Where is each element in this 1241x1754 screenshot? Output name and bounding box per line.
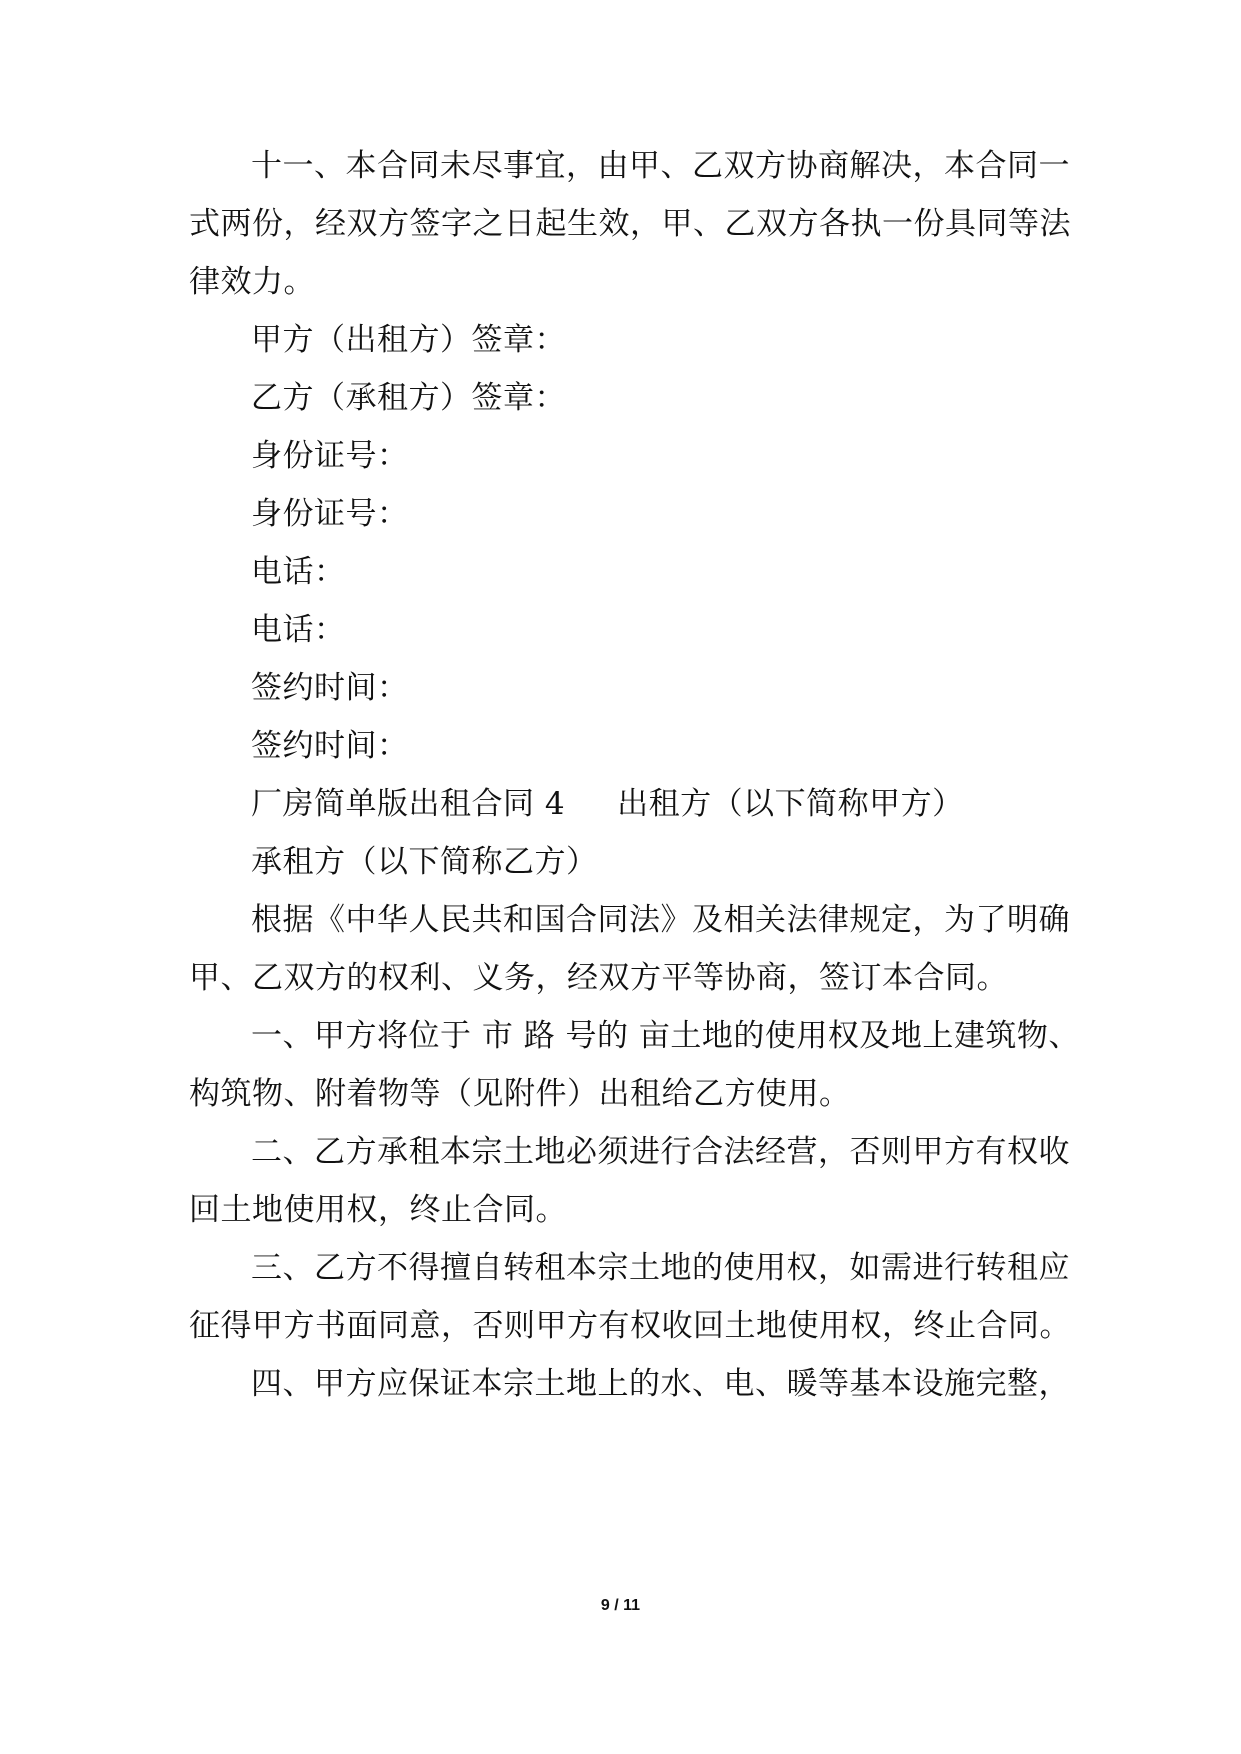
paragraph-line: 构筑物、附着物等（见附件）出租给乙方使用。: [189, 1076, 851, 1112]
id-number-label: 身份证号：: [251, 496, 409, 532]
lessee-label: 承租方（以下简称乙方）: [251, 844, 598, 880]
paragraph-line: 征得甲方书面同意，否则甲方有权收回土地使用权，终止合同。: [189, 1308, 1071, 1344]
paragraph-line: 回土地使用权，终止合同。: [189, 1192, 567, 1228]
paragraph-line: 式两份，经双方签字之日起生效，甲、乙双方各执一份具同等法: [189, 206, 1071, 242]
lessor-label: 出租方（以下简称甲方）: [617, 786, 964, 822]
signing-date-label: 签约时间：: [251, 728, 409, 764]
id-number-label: 身份证号：: [251, 438, 409, 474]
phone-label: 电话：: [251, 612, 346, 648]
phone-label: 电话：: [251, 554, 346, 590]
party-a-signature-label: 甲方（出租方）签章：: [251, 322, 566, 358]
paragraph-line: 十一、本合同未尽事宜，由甲、乙双方协商解决，本合同一: [251, 148, 1070, 184]
contract-heading-line: [251, 784, 964, 824]
paragraph-line: 甲、乙双方的权利、义务，经双方平等协商，签订本合同。: [189, 960, 1008, 996]
paragraph-line: 二、乙方承租本宗土地必须进行合法经营，否则甲方有权收: [251, 1134, 1070, 1170]
page-number: 9 / 11: [600, 1597, 641, 1614]
paragraph-line: 四、甲方应保证本宗土地上的水、电、暖等基本设施完整，: [251, 1366, 1070, 1402]
signing-date-label: 签约时间：: [251, 670, 409, 706]
contract-title: 厂房简单版出租合同 4: [251, 786, 566, 822]
paragraph-line: 三、乙方不得擅自转租本宗土地的使用权，如需进行转租应: [251, 1250, 1070, 1286]
paragraph-line: 一、甲方将位于 市 路 号的 亩土地的使用权及地上建筑物、: [251, 1018, 1080, 1054]
paragraph-line: 根据《中华人民共和国合同法》及相关法律规定，为了明确: [251, 902, 1070, 938]
paragraph-line: 律效力。: [189, 264, 315, 300]
party-b-signature-label: 乙方（承租方）签章：: [251, 380, 566, 416]
